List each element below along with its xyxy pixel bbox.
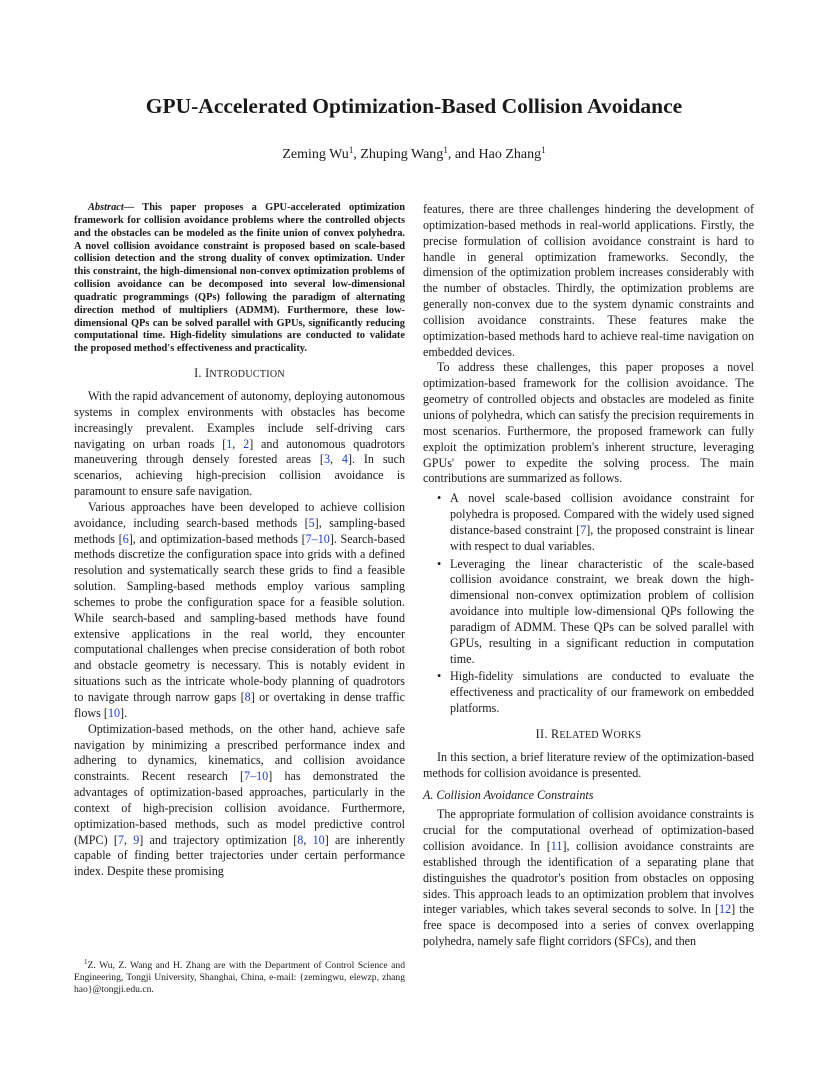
- paper-title: GPU-Accelerated Optimization-Based Collision Avoidance: [145, 94, 683, 118]
- section-title-initial: W: [601, 727, 614, 741]
- citation-link[interactable]: 12: [719, 902, 732, 917]
- bullet-icon: •: [437, 669, 442, 684]
- section-title-initial: I: [205, 366, 210, 381]
- affiliation-marker: 1: [541, 145, 546, 155]
- citation-link[interactable]: 5: [308, 515, 315, 530]
- citation-link[interactable]: 2: [243, 436, 250, 451]
- abstract-label: Abstract: [88, 202, 124, 213]
- contributions-list: [423, 491, 754, 717]
- section-title-rest: ORKS: [613, 730, 642, 741]
- footnote-marker: 1: [84, 958, 88, 966]
- citation-link[interactable]: 11: [550, 839, 563, 854]
- citation-link[interactable]: 7: [117, 832, 124, 847]
- contribution-item: • High-fidelity simulations are conducted to evaluate the effectiveness and practicality of our framework on embedded platforms.: [437, 669, 754, 716]
- author-name: Hao Zhang: [478, 147, 542, 162]
- related-paragraph-2: The appropriate formulation of collision avoidance constraints is crucial for the computational overhead of optimization-based collision avoidance. In [11], collision avoidance constraints are established through the identification of a separating plane that distinguishes the quadrotor's position from obstacles on opposing sides. This approach leads to an optimization problem that involves integer variables, which takes several seconds to solve. In [12] the free space is decomposed into a series of convex overlapping polyhedra, namely safe flight corridors (SFCs), and then: [423, 807, 754, 949]
- author-name: Zeming Wu: [282, 147, 349, 162]
- section-heading-introduction: [74, 366, 405, 383]
- intro-paragraph-2: Various approaches have been developed to achieve collision avoidance, including search-based methods [5], sampling-based methods [6], and optimization-based methods [7–10]. Search-based methods discretize the configuration space into grids with a defined resolution and systematically search these grids to find a feasible solution. Sampling-based methods employ various sampling schemes to probe the configuration space for a feasible solution. While search-based and sampling-based methods have found extensive applications in the real world, they encounter computational challenges when precise consideration of both robot and obstacle geometry is necessary. This is notably evident in situations such as the intricate whole-body planning of quadrotors to navigate through narrow gaps [8] or overtaking in dense traffic flows [10].: [74, 499, 405, 720]
- section-number: II.: [535, 727, 551, 741]
- citation-link[interactable]: 10: [312, 832, 325, 847]
- related-paragraph-1: In this section, a brief literature review of the optimization-based methods for collision avoidance is presented.: [423, 749, 754, 780]
- citation-link[interactable]: 7–10: [244, 769, 269, 784]
- intro-paragraph-1: With the rapid advancement of autonomy, deploying autonomous systems in complex environments with obstacles has become increasingly prevalent. Examples include self-driving cars navigating on urban roads [1, 2] and autonomous quadrotors maneuvering through densely forested areas [3, 4]. In such scenarios, achieving high-precision collision avoidance is paramount to ensure safe navigation.: [74, 388, 406, 499]
- section-title-initial: R: [550, 727, 560, 741]
- footnote-text: Z. Wu, Z. Wang and H. Zhang are with the Department of Control Science and Engineering, Tongji University, Shanghai, China, e-mail: {zemingwu, elewzp, zhang hao}@tongji.edu.cn.: [74, 960, 405, 995]
- author-list: Zeming Wu$^1$, Zhuping Wang$^1$, and Hao Zhang$^1$: [282, 145, 546, 162]
- citation-link[interactable]: 3: [323, 452, 330, 467]
- section-heading-related-works: [423, 727, 754, 744]
- affiliation-marker: 1: [443, 145, 448, 155]
- citation-link[interactable]: 1: [226, 436, 233, 451]
- citation-link[interactable]: 10: [107, 705, 121, 720]
- citation-link[interactable]: 8: [244, 690, 251, 704]
- subsection-heading-collision-constraints: A. Collision Avoidance Constraints: [423, 787, 594, 802]
- section-number: I.: [194, 366, 206, 381]
- contribution-item: • A novel scale-based collision avoidance constraint for polyhedra is proposed. Compared with the widely used signed distance-based constraint [7], the proposed constraint is linear with respect to dual variables.: [437, 491, 754, 553]
- citation-link[interactable]: 4: [341, 452, 348, 467]
- citation-link[interactable]: 8: [297, 832, 304, 847]
- arxiv-identifier-stamp: [14, 288, 62, 764]
- citation-link[interactable]: 7–10: [305, 531, 330, 546]
- intro-paragraph-5: To address these challenges, this paper proposes a novel optimization-based framework for the collision avoidance. The geometry of controlled objects and obstacles are modeled as finite unions of polyhedra, which can satisfy the precision requirements in most scenarios. Furthermore, the proposed framework can fully exploit the optimization problem's inherent structure, leveraging GPUs' power to expedite the solving process. The main contributions are summarized as follows.: [423, 360, 754, 486]
- citation-link[interactable]: 9: [133, 832, 140, 847]
- affiliation-marker: 1: [348, 145, 354, 155]
- abstract-text: This paper proposes a GPU-accelerated optimization framework for collision avoidance problems where the controlled objects and the obstacles can be modeled as the finite union of convex polyhedra. A novel collision avoidance constraint is proposed based on scale-based collision detection and the strong duality of convex optimization. Under this constraint, the high-dimensional non-convex optimization problems of collision avoidance can be decomposed into several low-dimensional quadratic programmings (QPs) following the paradigm of alternating direction method of multipliers (ADMM). Furthermore, these low-dimensional QPs can be solved parallel with GPUs, significantly reducing computational time. High-fidelity simulations are conducted to validate the proposed method's effectiveness and practicality.: [74, 202, 405, 355]
- author-name: Zhuping Wang: [360, 147, 444, 162]
- abstract: [74, 202, 405, 356]
- intro-paragraph-4: features, there are three challenges hindering the development of optimization-based methods in real-world applications. Firstly, the precise formulation of collision avoidance constraint is hard to handle in general optimization frameworks. Secondly, the dimension of the optimization problem increases considerably with the number of obstacles. Thirdly, the optimization problems are generally non-convex due to the system dynamic constraints and collision avoidance constraints. These features make the optimization-based methods hard to achieve real-time navigation on embedded devices.: [423, 202, 754, 359]
- abstract-dash: —: [123, 202, 143, 213]
- left-column: [74, 202, 405, 880]
- bullet-icon: •: [437, 556, 442, 571]
- citation-link[interactable]: 6: [122, 531, 129, 546]
- contribution-item: • Leveraging the linear characteristic of the scale-based collision avoidance constraint, we break down the high-dimensional non-convex optimization problem of collision avoidance into multiple low-dimensional QPs following the paradigm of ADMM. These QPs can be solved parallel with GPUs, resulting in a significant reduction in computation time.: [437, 556, 754, 666]
- section-title-rest: ELATED: [559, 730, 602, 741]
- right-column: [423, 202, 754, 950]
- section-title-rest: NTRODUCTION: [209, 369, 285, 381]
- affiliation-footnote: [74, 956, 405, 996]
- citation-link[interactable]: 7: [580, 522, 587, 537]
- bullet-icon: •: [437, 491, 442, 506]
- intro-paragraph-3: Optimization-based methods, on the other hand, achieve safe navigation by minimizing a prescribed performance index and adhering to dynamics, kinematics, and collision avoidance constraints. Recent research [7–10] has demonstrated the advantages of optimization-based approaches, particularly in the context of high-precision collision avoidance. Furthermore, optimization-based methods, such as model predictive control (MPC) [7, 9] and trajectory optimization [8, 10] are inherently capable of finding better trajectories under certain performance index. Despite these promising: [74, 721, 406, 879]
